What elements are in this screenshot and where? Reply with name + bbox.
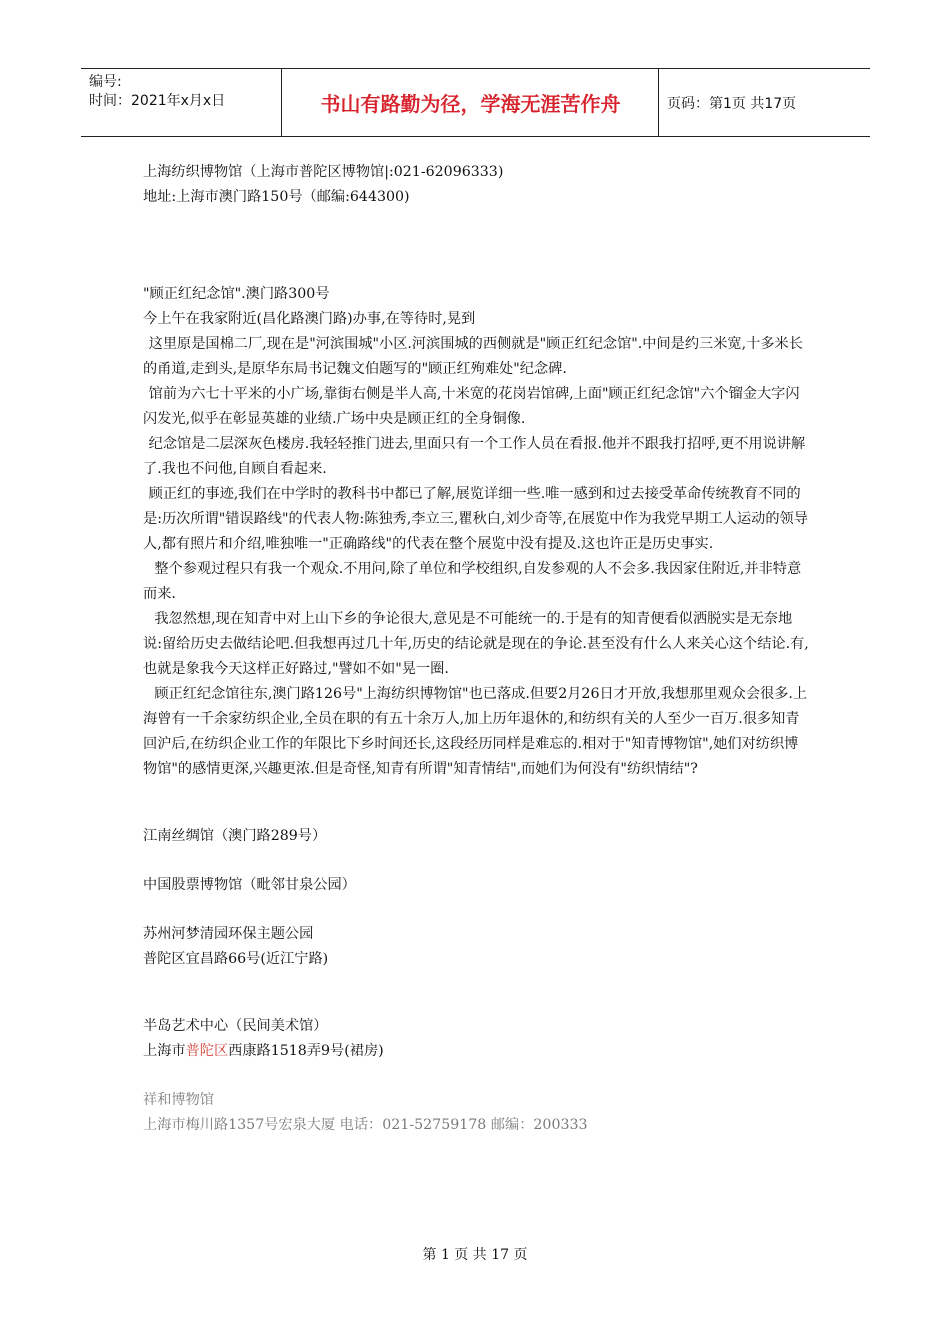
district-link[interactable]: 普陀区 (185, 1043, 229, 1059)
document-body (143, 160, 811, 1138)
page-header (81, 68, 870, 137)
paragraph-6: 我忽然想,现在知青中对上山下乡的争论很大,意见是不可能统一的.于是有的知青便看似洒脱实是无奈地说:留给历史去做结论吧.但我想再过几十年,历史的结论就是现在的争论.甚至没有什么人来关心这个结论.有,也就是象我今天这样正好路过,"譬如不如"晃一圈. (143, 611, 809, 677)
paragraph-5: 整个参观过程只有我一个观众.不用问,除了单位和学校组织,自发参观的人不会多.我因家住附近,并非特意而来. (143, 561, 802, 602)
stock-museum: 中国股票博物馆（毗邻甘泉公园） (143, 877, 356, 893)
paragraph-4: 顾正红的事迹,我们在中学时的教科书中都已了解,展览详细一些.唯一感到和过去接受革命传统教育不同的是:历次所谓"错误路线"的代表人物:陈独秀,李立三,瞿秋白,刘少奇等,在展览中作为我党早期工人运动的领导人,都有照片和介绍,唯独唯一"正确路线"的代表在整个展览中没有提及.这也许正是历史事实. (143, 486, 808, 552)
article-title: "顾正红纪念馆".澳门路300号 (143, 286, 330, 302)
museum-address-line: 地址:上海市澳门路150号（邮编:644300) (143, 189, 410, 205)
art-center-name: 半岛艺术中心（民间美术馆） (143, 1018, 328, 1034)
art-center-address (143, 1039, 811, 1064)
park-name: 苏州河梦清园环保主题公园 (143, 926, 314, 942)
xianghe-museum-name: 祥和博物馆 (143, 1092, 214, 1108)
xianghe-museum-address: 上海市梅川路1357号宏泉大厦 电话：021-52759178 邮编：200333 (143, 1117, 588, 1133)
time-label: 时间：2021年x月x日 (89, 93, 226, 109)
museum-contact-line: 上海纺织博物馆（上海市普陀区博物馆|:021-62096333) (143, 164, 504, 180)
footer-page-number: 第 1 页 共 17 页 (422, 1247, 528, 1263)
article-intro: 今上午在我家附近(昌化路澳门路)办事,在等待时,晃到 (143, 311, 476, 327)
paragraph-2: 馆前为六七十平米的小广场,靠街右侧是半人高,十米宽的花岗岩馆碑,上面"顾正红纪念馆"六个镏金大字闪闪发光,似乎在彰显英雄的业绩.广场中央是顾正红的全身铜像. (143, 386, 800, 427)
paragraph-3: 纪念馆是二层深灰色楼房.我轻轻推门进去,里面只有一个工作人员在看报.他并不跟我打招呼,更不用说讲解了.我也不问他,自顾自看起来. (143, 436, 806, 477)
page-footer (0, 1244, 950, 1264)
art-address-rest: 西康路1518弄9号(裙房) (228, 1043, 384, 1059)
header-page-info: 页码：第1页 共17页 (667, 95, 797, 112)
header-motto: 书山有路勤为径，学海无涯苦作舟 (283, 69, 659, 136)
paragraph-1: 这里原是国棉二厂,现在是"河滨围城"小区.河滨围城的西侧就是"顾正红纪念馆".中间是约三米宽,十多米长的甬道,走到头,是原华东局书记魏文伯题写的"顾正红殉难处"纪念碑. (143, 336, 803, 377)
header-meta (81, 69, 282, 136)
silk-museum: 江南丝绸馆（澳门路289号） (143, 828, 327, 844)
number-label: 编号: (89, 74, 122, 90)
art-address-prefix: 上海市 (143, 1043, 186, 1059)
park-address: 普陀区宜昌路66号(近江宁路) (143, 951, 329, 967)
paragraph-7: 顾正红纪念馆往东,澳门路126号"上海纺织博物馆"也已落成.但要2月26日才开放,我想那里观众会很多.上海曾有一千余家纺织企业,全员在职的有五十余万人,加上历年退休的,和纺织有关的人至少一百万.很多知青回沪后,在纺织企业工作的年限比下乡时间还长,这段经历同样是难忘的.相对于"知青博物馆",她们对纺织博物馆"的感情更深,兴趣更浓.但是奇怪,知青有所谓"知青情结",而她们为何没有"纺织情结"? (143, 686, 808, 777)
